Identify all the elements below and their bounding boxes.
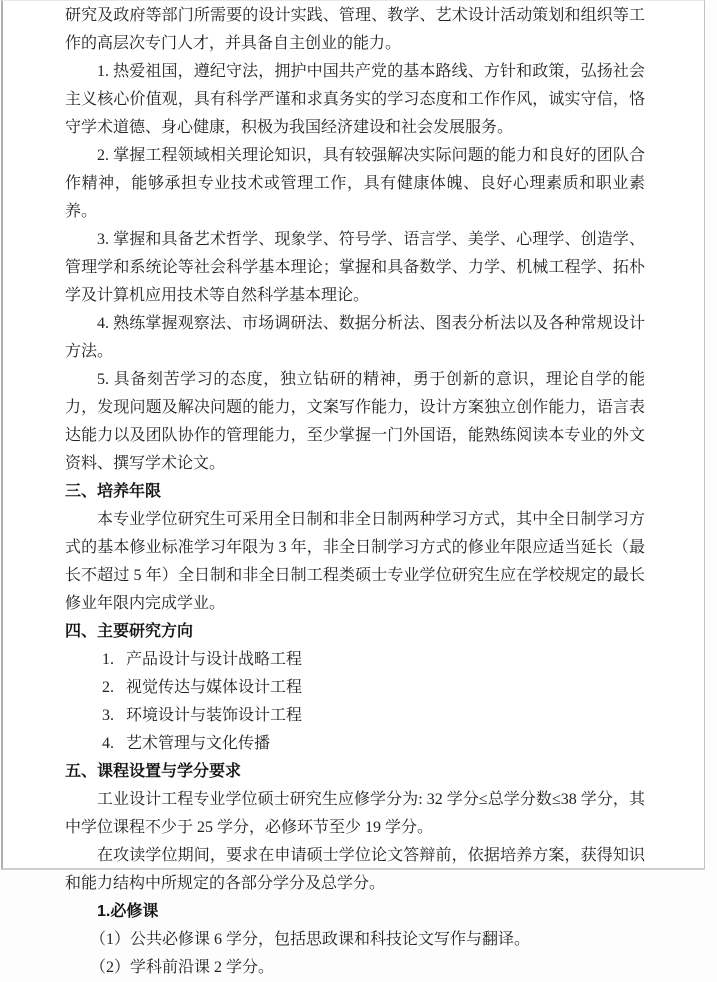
research-direction-item-4 <box>65 730 645 758</box>
item-number: 2. <box>102 679 114 696</box>
required-course-item-1: （1）公共必修课 6 学分，包括思政课和科技论文写作与翻译。 <box>90 931 531 948</box>
training-requirement-5: 5. 具备刻苦学习的态度，独立钻研的精神，勇于创新的意识，理论自学的能力，发现问题及解决问题的能力，文案写作能力，设计方案独立创作能力，语言表达能力以及团队协作的管理能力，至少掌握一门外国语，能熟练阅读本专业的外文资料、撰写学术论文。 <box>65 371 645 472</box>
item-label: 视觉传达与媒体设计工程 <box>126 679 303 696</box>
required-course-item-2: （2）学科前沿课 2 学分。 <box>90 959 275 976</box>
document-body <box>65 2 645 982</box>
training-requirement-1: 1. 热爱祖国，遵纪守法，拥护中国共产党的基本路线、方针和政策，弘扬社会主义核心价值观，具有科学严谨和求真务实的学习态度和工作作风，诚实守信，恪守学术道德、身心健康，积极为我国经济建设和社会发展服务。 <box>65 63 645 136</box>
section-heading-course-credits: 五、课程设置与学分要求 <box>65 763 242 780</box>
item-label: 艺术管理与文化传播 <box>126 735 271 752</box>
item-label: 环境设计与装饰设计工程 <box>126 707 303 724</box>
document-page <box>1 0 705 976</box>
item-label: 产品设计与设计战略工程 <box>126 651 303 668</box>
training-requirement-3: 3. 掌握和具备艺术哲学、现象学、符号学、语言学、美学、心理学、创造学、管理学和系统论等社会科学基本理论；掌握和具备数学、力学、机械工程学、拓朴学及计算机应用技术等自然科学基本理论。 <box>65 231 645 304</box>
section-heading-training-duration: 三、培养年限 <box>65 483 162 500</box>
training-requirement-4: 4. 熟练掌握观察法、市场调研法、数据分析法、图表分析法以及各种常规设计方法。 <box>65 315 645 360</box>
item-number: 3. <box>102 707 114 724</box>
research-direction-item-2 <box>65 674 645 702</box>
research-direction-item-3 <box>65 702 645 730</box>
research-direction-item-1 <box>65 646 645 674</box>
training-requirement-2: 2. 掌握工程领域相关理论知识，具有较强解决实际问题的能力和良好的团队合作精神，能够承担专业技术或管理工作，具有健康体魄、良好心理素质和职业素养。 <box>65 147 645 220</box>
paragraph-credit-requirements: 工业设计工程专业学位硕士研究生应修学分为: 32 学分≤总学分数≤38 学分，其中学位课程不少于 25 学分，必修环节至少 19 学分。 <box>65 791 645 836</box>
paragraph-training-duration: 本专业学位研究生可采用全日制和非全日制两种学习方式，其中全日制学习方式的基本修业标准学习年限为 3 年，非全日制学习方式的修业年限应适当延长（最长不超过 5 年）全日制和非全日制工程类硕士专业学位研究生应在学校规定的最长修业年限内完成学业。 <box>65 511 645 612</box>
paragraph-degree-credits: 在攻读学位期间，要求在申请硕士学位论文答辩前，依据培养方案，获得知识和能力结构中所规定的各部分学分及总学分。 <box>65 847 645 892</box>
item-number: 1. <box>102 651 114 668</box>
paragraph-continuation: 研究及政府等部门所需要的设计实践、管理、教学、艺术设计活动策划和组织等工作的高层次专门人才，并具备自主创业的能力。 <box>65 7 645 52</box>
section-heading-research-directions: 四、主要研究方向 <box>65 623 194 640</box>
subheading-required-courses: 1.必修课 <box>97 903 159 920</box>
item-number: 4. <box>102 735 114 752</box>
